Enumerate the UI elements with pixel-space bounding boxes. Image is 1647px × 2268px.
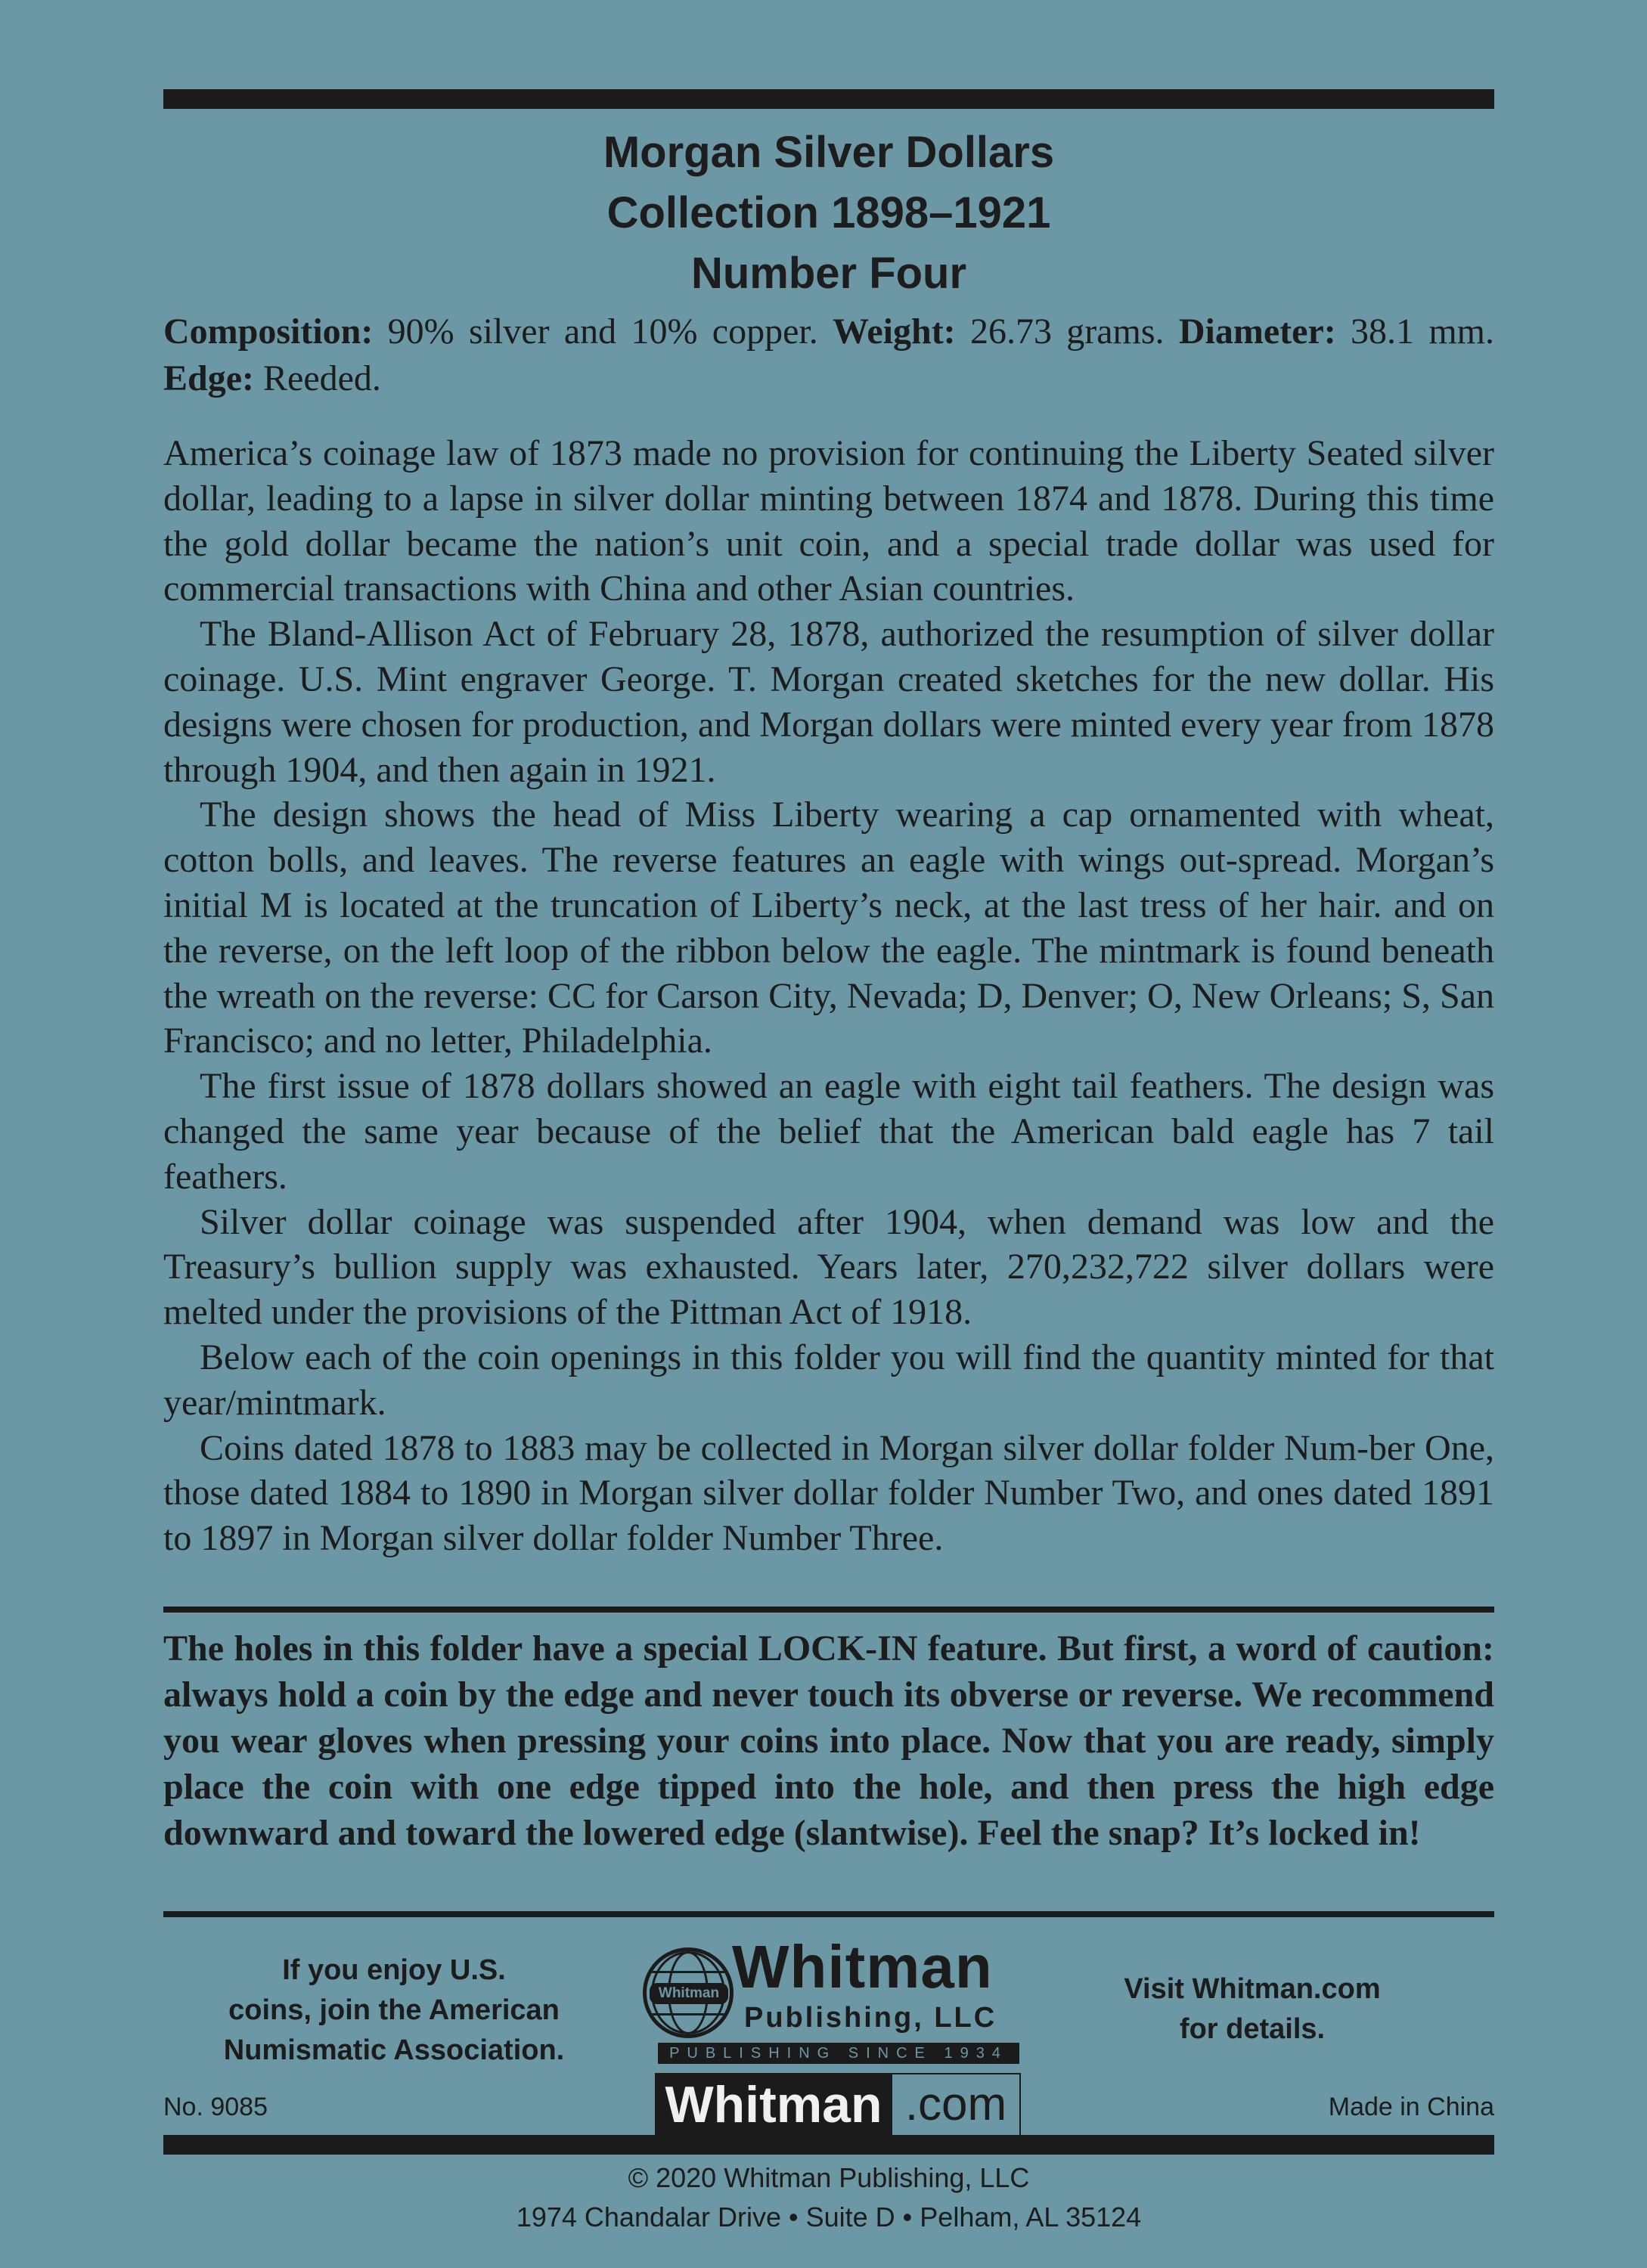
copyright-block: [163, 2158, 1494, 2237]
paragraph: Silver dollar coinage was suspended after 1904, when demand was low and the Treasury’s bullion supply was exhausted. Years later, 270,232,722 silver dollars were melted under the provisions of the Pittman Act of 1918.: [163, 1201, 1494, 1333]
weight-label: Weight:: [833, 311, 956, 352]
country-of-origin: Made in China: [1328, 2093, 1494, 2121]
globe-label: Whitman: [650, 1983, 728, 2004]
ana-line: If you enjoy U.S.: [282, 1954, 506, 1986]
history-text: [163, 431, 1494, 1561]
diameter-value: 38.1 mm.: [1335, 311, 1494, 352]
top-rule: [163, 89, 1494, 109]
brand-name: Whitman: [732, 1933, 993, 2000]
visit-line: for details.: [1179, 2013, 1326, 2045]
website-suffix: .com: [892, 2073, 1021, 2136]
publishing-since: PUBLISHING SINCE 1934: [658, 2043, 1019, 2064]
bottom-rule: [163, 2135, 1494, 2155]
address-line: 1974 Chandalar Drive • Suite D • Pelham, AL 35124: [516, 2201, 1142, 2232]
visit-website: [1063, 1969, 1441, 2050]
diameter-label: Diameter:: [1178, 311, 1336, 352]
title-line-3: Number Four: [690, 249, 967, 298]
copyright-line: © 2020 Whitman Publishing, LLC: [628, 2162, 1030, 2193]
paragraph: Below each of the coin openings in this folder you will find the quantity minted for that year/mintmark.: [163, 1337, 1494, 1423]
publisher-name: Publishing, LLC: [744, 2002, 997, 2034]
visit-line: Visit Whitman.com: [1124, 1973, 1381, 2005]
title-line-2: Collection 1898–1921: [606, 188, 1051, 237]
globe-icon: [643, 1947, 734, 2038]
page-title: [163, 122, 1494, 304]
edge-value: Reeded.: [254, 358, 381, 398]
composition-label: Composition:: [163, 311, 374, 352]
website-name: Whitman: [655, 2073, 892, 2136]
paragraph: Coins dated 1878 to 1883 may be collected in Morgan silver dollar folder Num-ber One, those dated 1884 to 1890 in Morgan silver dollar folder Number Two, and ones dated 1891 to 1897 in Morgan silver dollar folder Number Three.: [163, 1427, 1494, 1559]
paragraph: The Bland-Allison Act of February 28, 1878, authorized the resumption of silver dollar coinage. U.S. Mint engraver George. T. Morgan created sketches for the new dollar. His designs were chosen for production, and Morgan dollars were minted every year from 1878 through 1904, and then again in 1921.: [163, 614, 1494, 790]
paragraph: America’s coinage law of 1873 made no provision for continuing the Liberty Seated silver dollar, leading to a lapse in silver dollar minting between 1874 and 1878. During this time the gold dollar became the nation’s unit coin, and a special trade dollar was used for commercial transactions with China and other Asian countries.: [163, 433, 1494, 609]
ana-line: Numismatic Association.: [223, 2034, 565, 2066]
paragraph: The first issue of 1878 dollars showed an eagle with eight tail feathers. The design was changed the same year because of the belief that the American bald eagle has 7 tail feathers.: [163, 1066, 1494, 1197]
title-line-1: Morgan Silver Dollars: [603, 128, 1055, 177]
item-number: No. 9085: [163, 2093, 268, 2121]
ana-line: coins, join the American: [228, 1994, 560, 2026]
divider-rule: [163, 1911, 1494, 1917]
weight-value: 26.73 grams.: [955, 311, 1179, 352]
whitman-logo: [643, 1933, 1021, 2138]
lock-in-caution: The holes in this folder have a special LOCK-IN feature. But first, a word of caution: always hold a coin by the edge and never touch its obverse or reverse. We recommend you wear gloves when pressing your coins into place. Now that you are ready, simply place the coin with one edge tipped into the hole, and then press the high edge downward and toward the lowered edge (slantwise). Feel the snap? It’s locked in!: [163, 1628, 1494, 1853]
edge-label: Edge:: [163, 358, 254, 398]
coin-specifications: [163, 308, 1494, 402]
divider-rule: [163, 1606, 1494, 1613]
ana-promo: [163, 1950, 625, 2071]
composition-value: 90% silver and 10% copper.: [373, 311, 833, 352]
paragraph: The design shows the head of Miss Liberty wearing a cap ornamented with wheat, cotton bolls, and leaves. The reverse features an eagle with wings out-spread. Morgan’s initial M is located at the truncation of Liberty’s neck, at the last tress of her hair. and on the reverse, on the left loop of the ribbon below the eagle. The mintmark is found beneath the wreath on the reverse: CC for Carson City, Nevada; D, Denver; O, New Orleans; S, San Francisco; and no letter, Philadelphia.: [163, 795, 1494, 1061]
